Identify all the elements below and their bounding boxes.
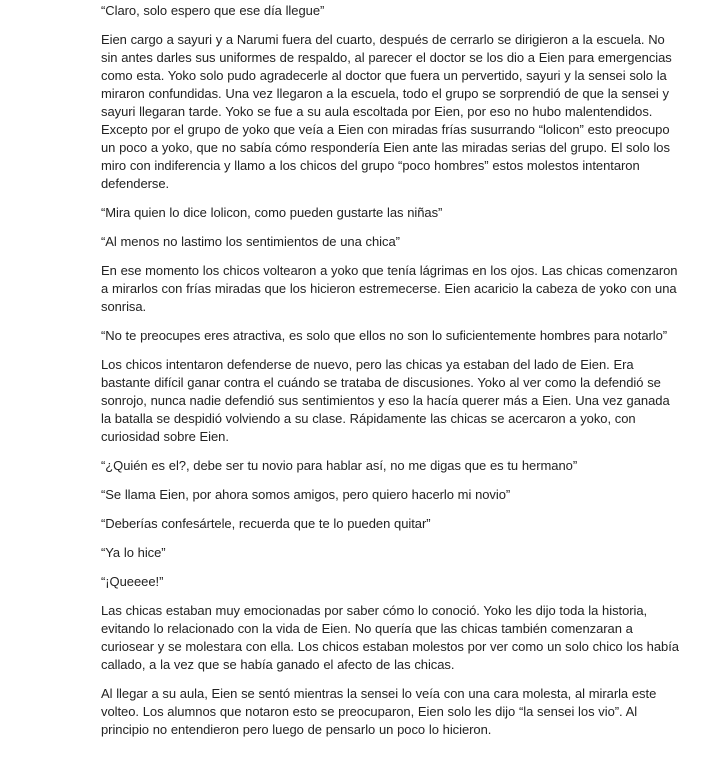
paragraph-dialogue: “¿Quién es el?, debe ser tu novio para hablar así, no me digas que es tu hermano” bbox=[101, 458, 578, 473]
paragraph-dialogue: “Deberías confesártele, recuerda que te lo pueden quitar” bbox=[101, 516, 431, 531]
paragraph-narration: Eien cargo a sayuri y a Narumi fuera del cuarto, después de cerrarlo se dirigieron a la escuela. No sin antes darles sus uniformes de respaldo, al parecer el doctor se los dio a Eien para emergencias como esta. Yoko solo pudo agradecerle al doctor que fuera un pervertido, sayuri y la sensei solo la miraron confundidas. Una vez llegaron a la escuela, todo el grupo se sorprendió de que la sensei y sayuri llegaran tarde. Yoko se fue a su aula escoltada por Eien, por eso no hubo malentendidos. Excepto por el grupo de yoko que veía a Eien con miradas frías susurrando “lolicon” esto preocupo un poco a yoko, que no sabía cómo respondería Eien ante las miradas serias del grupo. El solo los miro con indiferencia y llamo a los chicos del grupo “poco hombres” estos molestos intentaron defenderse. bbox=[101, 32, 672, 191]
paragraph-narration: Al llegar a su aula, Eien se sentó mientras la sensei lo veía con una cara molesta, al mirarla este volteo. Los alumnos que notaron esto se preocuparon, Eien solo les dijo “la sensei los vio”. Al principio no entendieron pero luego de pensarlo un poco lo hicieron. bbox=[101, 686, 657, 737]
paragraph-narration: En ese momento los chicos voltearon a yoko que tenía lágrimas en los ojos. Las chicas comenzaron a mirarlos con frías miradas que los hicieron estremecerse. Eien acaricio la cabeza de yoko con una sonrisa. bbox=[101, 263, 678, 314]
paragraph-dialogue: “Mira quien lo dice lolicon, como pueden gustarte las niñas” bbox=[101, 205, 443, 220]
paragraph-dialogue: “No te preocupes eres atractiva, es solo que ellos no son lo suficientemente hombres para notarlo” bbox=[101, 328, 668, 343]
paragraph-dialogue: “Ya lo hice” bbox=[101, 545, 166, 560]
paragraph-dialogue: “Al menos no lastimo los sentimientos de una chica” bbox=[101, 234, 400, 249]
paragraph-narration: Los chicos intentaron defenderse de nuevo, pero las chicas ya estaban del lado de Eien. Era bastante difícil ganar contra el cuándo se trataba de discusiones. Yoko al ver como la defendió se sonrojo, nunca nadie defendió sus sentimientos y eso la hacía querer más a Eien. Una vez ganada la batalla se despidió volviendo a su clase. Rápidamente las chicas se acercaron a yoko, con curiosidad sobre Eien. bbox=[101, 357, 670, 444]
paragraph-dialogue: “Claro, solo espero que ese día llegue” bbox=[101, 3, 325, 18]
paragraph-dialogue: “¡Queeee!” bbox=[101, 574, 164, 589]
paragraph-dialogue: “Se llama Eien, por ahora somos amigos, pero quiero hacerlo mi novio” bbox=[101, 487, 511, 502]
paragraph-narration: Las chicas estaban muy emocionadas por saber cómo lo conoció. Yoko les dijo toda la historia, evitando lo relacionado con la vida de Eien. No quería que las chicas también comenzaran a curiosear y se molestara con ella. Los chicos estaban molestos por ver como un solo chico los había callado, a la vez que se había ganado el afecto de las chicas. bbox=[101, 603, 679, 672]
